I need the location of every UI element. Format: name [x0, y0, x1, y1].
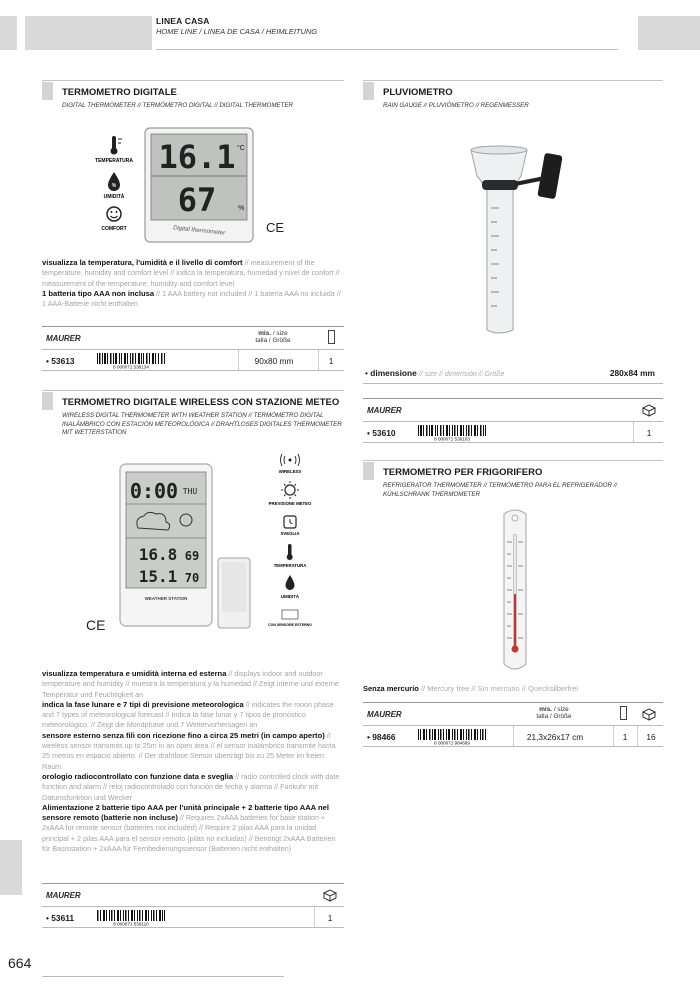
icon-label-alarm: SVEGLIA	[280, 531, 300, 536]
table-header-row	[363, 399, 663, 421]
rain-gauge-product-table	[363, 398, 663, 444]
brand-logo: MAURER	[367, 710, 402, 719]
ce-mark-icon: CE	[265, 220, 285, 235]
product-qty: 1	[622, 732, 628, 742]
barcode-icon	[95, 910, 167, 926]
box-package-icon	[322, 888, 338, 902]
product-size: 90x80 mm	[254, 356, 294, 366]
digital-thermometer-image	[85, 120, 305, 250]
display-temperature-unit: °C	[237, 145, 245, 152]
thermometer-icon	[287, 544, 293, 560]
section-divider	[363, 80, 663, 81]
icon-label-temperature: TEMPERATURA	[273, 563, 307, 568]
section-rain-gauge	[363, 80, 663, 120]
brand-logo: MAURER	[46, 334, 81, 343]
rain-gauge-image	[455, 138, 575, 338]
desc-line: indica la fase lunare e 7 tipi di previsione meteorologica // indicates the moon phase and 7 types of meteorological forecast // Indica la fase lunar y 7 tipos de pronóstico meteorológico. // Zeigt die Mondphase und 7 Wettervorhersagen an	[42, 699, 334, 730]
side-tab	[0, 840, 22, 895]
page-header-subtitle: HOME LINE / LINEA DE CASA / HEIMLEITUNG	[156, 27, 318, 36]
product-code: • 98466	[367, 732, 396, 742]
display-day: THU	[182, 487, 198, 496]
product-qty: 1	[328, 356, 334, 366]
mercury-free-note: Senza mercurio // Mercury free // Sin mercurio // Quecksilberfrei	[363, 684, 579, 693]
display-humidity-unit: %	[238, 205, 245, 212]
fridge-product-table	[363, 702, 663, 748]
product-box-qty: 16	[646, 732, 656, 742]
table-row	[363, 725, 663, 747]
footer-divider	[42, 976, 284, 977]
icon-label-temperature: TEMPERATURA	[95, 158, 133, 164]
svg-text:%: %	[111, 183, 117, 189]
barcode-icon	[95, 353, 167, 369]
thermometer-icon	[111, 136, 123, 155]
brand-logo: MAURER	[367, 406, 402, 415]
alarm-clock-icon	[284, 516, 296, 528]
section-divider	[42, 390, 344, 391]
weather-station-image	[72, 452, 332, 644]
column-divider	[513, 726, 514, 746]
section-marker	[42, 392, 53, 410]
svg-text:8 000071 536110: 8 000071 536110	[113, 921, 149, 926]
display-humidity: 67	[177, 181, 217, 219]
product-qty: 1	[646, 428, 652, 438]
fridge-thermometer-image	[490, 508, 540, 674]
display-outdoor-humidity: 70	[184, 571, 200, 585]
brand-logo: MAURER	[46, 891, 81, 900]
weather-station-device	[120, 464, 212, 626]
svg-text:8 000071 536134: 8 000071 536134	[113, 364, 149, 369]
column-divider	[637, 726, 638, 746]
size-column-header: mis. / size talla / Größe	[255, 330, 291, 345]
section-subtitle: REFRIGERATOR THERMOMETER // TERMÓMETRO PARA EL REFRIGERADOR // KÜHLSCHRANK THERMOMETER	[383, 482, 618, 498]
section-subtitle: DIGITAL THERMOMETER // TERMÓMETRO DIGITAL // DIGITAL THERMOMETER	[62, 102, 294, 109]
header-tab-middle	[25, 16, 152, 50]
package-unit-icon	[620, 706, 627, 720]
icon-label-wireless: WIRELESS	[278, 469, 302, 474]
display-indoor-temperature: 16.8	[138, 545, 178, 564]
table-row	[363, 421, 663, 443]
page-header-title: LINEA CASA	[156, 16, 210, 26]
display-clock: 0:00	[129, 479, 179, 503]
humidity-icon	[286, 575, 295, 590]
section-marker	[363, 462, 374, 480]
product-size: 21,3x26x17 cm	[526, 732, 584, 742]
display-temperature: 16.1	[158, 138, 236, 176]
wireless-product-table	[42, 883, 344, 929]
box-package-icon	[641, 707, 657, 721]
section-title: TERMOMETRO PER FRIGORIFERO	[383, 467, 543, 478]
section-marker	[42, 82, 53, 100]
desc-line: Alimentazione 2 batterie tipo AAA per l'unità principale + 2 batterie tipo AAA nel sensore remoto (batterie non incluse) // Requires 2xAAA batteries for base station + 2xAAA for remote sensor (batteries not included) // Require 2 pilas AAA para la unidad principal + 2 pilas AAA para el sensor remoto (pilas no incluidas) // Benötigt 2xAAA Batterien für Basisstation + 2xAAA für Fernbedienungssensor (Batterien nicht enthalten)	[42, 802, 336, 854]
icon-label-comfort: COMFORT	[101, 226, 127, 232]
desc-line: visualizza la temperatura, l'umidità e il livello di comfort // measurement of the temperature, humidity and comfort level // indica la temperatura, humedad y nivel de confort // measurement of the temperature, humidity and comfort level	[42, 258, 340, 288]
dimension-value: 280x84 mm	[609, 368, 655, 378]
barcode-icon	[416, 425, 488, 441]
header-tab-right	[638, 16, 700, 50]
size-column-header: mis. / size talla / Größe	[536, 706, 572, 721]
svg-text:8 000071 536103: 8 000071 536103	[434, 436, 470, 441]
column-divider	[314, 907, 315, 927]
icon-label-external-sensor: CON SENSORE ESTERNO	[268, 623, 312, 627]
sensor-icon	[282, 610, 298, 619]
section-title: TERMOMETRO DIGITALE WIRELESS CON STAZIONE METEO	[62, 397, 340, 408]
digital-description	[42, 258, 342, 309]
desc-line: sensore esterno senza fili con ricezione fino a circa 25 metri (in campo aperto) // wireless sensor transmits up to 25m in an open area // el sensor inalámbrico transmite hasta 25 metros en espacio abierto. // Der drahtlose Sensor überträgt bis zu 25 Meter im freien Raum.	[42, 730, 336, 771]
table-header-row	[363, 703, 663, 725]
display-indoor-humidity: 69	[184, 549, 200, 563]
icon-label-humidity: UMIDITÀ	[281, 594, 299, 599]
page-number: 664	[8, 955, 32, 971]
device-label: WEATHER STATION	[144, 596, 188, 601]
section-title: PLUVIOMETRO	[383, 87, 453, 98]
section-divider	[363, 460, 663, 461]
svg-text:8 000071 984669: 8 000071 984669	[434, 740, 470, 745]
package-unit-icon	[328, 330, 335, 344]
digital-product-table	[42, 326, 344, 372]
header-divider	[156, 49, 618, 50]
table-row	[42, 906, 344, 928]
header-tab-left	[0, 16, 17, 50]
section-wireless-thermometer	[42, 390, 344, 450]
thermometer-device	[145, 128, 253, 242]
product-code: • 53611	[46, 913, 75, 923]
dimension-label: • dimensione // size // dimensión // Größe	[365, 368, 505, 378]
wireless-icon	[281, 454, 300, 466]
device-label: Digital thermometer	[172, 225, 226, 237]
comfort-smiley-icon	[107, 207, 121, 221]
section-subtitle: RAIN GAUGE // PLUVIÓMETRO // REGENMESSER	[383, 102, 529, 109]
desc-line: 1 batteria tipo AAA non inclusa // 1 AAA battery not included // 1 batería AAA no incluida // 1 AAA-Batterie nicht enthalten	[42, 288, 341, 309]
desc-line: orologio radiocontrollato con funzione data e sveglia // radio controlled clock with date function and alarm // reloj radiocontrolado con función de fecha y alarma // Funkuhr mit Datumsfunktion und Wecker	[42, 771, 340, 802]
product-code: • 53613	[46, 356, 75, 366]
rain-gauge-dimension-row	[363, 364, 663, 384]
section-divider	[42, 80, 344, 81]
section-marker	[363, 82, 374, 100]
section-title: TERMOMETRO DIGITALE	[62, 87, 177, 98]
remote-sensor-device	[218, 558, 250, 628]
section-fridge-thermometer	[363, 460, 663, 510]
product-qty: 1	[327, 913, 333, 923]
humidity-icon	[108, 172, 120, 191]
icon-label-humidity: UMIDITÀ	[103, 194, 125, 200]
section-subtitle: WIRELESS DIGITAL THERMOMETER WITH WEATHER STATION // TERMÓMETRO DIGITAL INALÁMBRICO CON ESTACIÓN METEOROLÓGICA // DRAHTLOSES DIGITALES THERMOMETER MIT WETTERSTATION	[62, 412, 342, 436]
barcode-icon	[416, 729, 488, 745]
box-package-icon	[641, 403, 657, 417]
table-row	[42, 349, 344, 371]
desc-line: visualizza temperatura e umidità interna ed esterna // displays indoor and outdoor temperature and humidity // muestra la temperatura y la humedad // Zeigt interne und externe Temperatur und Feuchtigkeit an	[42, 669, 339, 699]
column-divider	[633, 422, 634, 442]
wireless-description	[42, 669, 344, 854]
column-divider	[613, 726, 614, 746]
product-code: • 53610	[367, 428, 396, 438]
table-header-row	[42, 327, 344, 349]
sun-forecast-icon	[281, 481, 299, 499]
table-header-row	[42, 884, 344, 906]
ce-mark-icon: CE	[86, 617, 106, 633]
icon-label-forecast: PREVISIONE METEO	[268, 501, 312, 506]
display-outdoor-temperature: 15.1	[138, 567, 178, 586]
